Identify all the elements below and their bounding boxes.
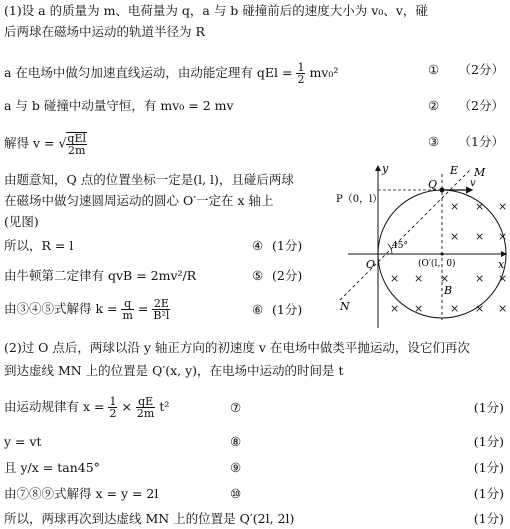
eq7-score: (1分) xyxy=(473,400,504,415)
label-p: P（0，l） xyxy=(336,194,383,205)
part2-intro-line1: (2)过 O 点后，两球以沿 y 轴正方向的初速度 v 在电场中做类平抛运动，设它们再次 xyxy=(4,340,470,355)
eq7-num2: qE xyxy=(136,396,155,408)
eq9-text: 且 y/x = tan45° xyxy=(4,460,100,475)
eq6-fraction1 xyxy=(121,298,133,321)
eq2-mark: ② xyxy=(428,98,440,113)
eq1-mark: ① xyxy=(428,62,440,77)
final-text: 所以，两球再次到达虚线 MN 上的位置是 Q′(2l, 2l) xyxy=(4,511,295,526)
cross: × xyxy=(498,272,508,285)
eq3-mark: ③ xyxy=(428,134,440,149)
cross: × xyxy=(498,302,508,315)
eq6-num1: q xyxy=(121,298,133,310)
eq10-text: 由⑦⑧⑨式解得 x = y = 2l xyxy=(4,486,159,501)
eq1-text: a 在电场中做匀加速直线运动，由动能定理有 qEl = xyxy=(4,65,293,80)
label-angle: 45° xyxy=(392,241,408,251)
eq2-text: a 与 b 碰撞中动量守恒，有 mv₀ = 2 mv xyxy=(4,98,234,113)
eq10-mark: ⑩ xyxy=(230,486,242,501)
eq1-num: 1 xyxy=(297,61,305,74)
eq1-den: 2 xyxy=(297,73,305,86)
part2-intro-line2: 到达虚线 MN 上的位置是 Q′(x, y)，在电场中运动的时间是 t xyxy=(4,363,344,378)
eq7-mark: ⑦ xyxy=(230,400,242,415)
label-e: E xyxy=(450,164,459,177)
eq3-line xyxy=(4,132,87,156)
label-y: y xyxy=(382,162,389,175)
label-x: x xyxy=(498,258,505,271)
q-point xyxy=(440,188,445,193)
figure-diagram xyxy=(330,160,510,330)
o-prime-point xyxy=(441,253,444,256)
label-v: v xyxy=(470,178,476,189)
cross: × xyxy=(440,272,450,285)
label-q: Q xyxy=(428,178,438,191)
cross: × xyxy=(498,230,508,243)
eq2-score: （2分） xyxy=(458,98,504,113)
eq1-tail: mv₀² xyxy=(309,65,339,80)
cross: × xyxy=(414,272,424,285)
eq3-score: （1分） xyxy=(458,134,504,149)
eq6-fraction2 xyxy=(152,298,170,321)
cross: × xyxy=(450,230,460,243)
cross: × xyxy=(390,302,400,315)
eq6-den2: B²l xyxy=(153,309,170,322)
eq3-prefix: 解得 v = √ xyxy=(4,135,67,151)
eq7-den2: 2m xyxy=(136,407,155,420)
eq10-score: (1分) xyxy=(473,486,504,501)
cross: × xyxy=(475,200,485,213)
eq8-score: (1分) xyxy=(473,434,504,449)
part1-intro-line1: (1)设 a 的质量为 m、电荷量为 q，a 与 b 碰撞前后的速度大小为 v₀、v，碰 xyxy=(4,3,428,18)
eq7-num1: 1 xyxy=(109,395,117,408)
eq6-score: (1分) xyxy=(272,302,303,317)
eq6-prefix: 由③④⑤式解得 k = xyxy=(4,301,118,316)
final-score: (1分) xyxy=(473,511,504,526)
para-line2: 在磁场中做匀速圆周运动的圆心 O′一定在 x 轴上 xyxy=(4,193,274,208)
eq6-equals: = xyxy=(137,301,149,316)
label-n: N xyxy=(340,300,350,313)
label-o-prime: (O′(l，0) xyxy=(418,259,456,269)
eq4-score: (1分) xyxy=(272,238,303,253)
eq9-score: (1分) xyxy=(473,460,504,475)
eq9-mark: ⑨ xyxy=(230,460,242,475)
para-line3: (见图) xyxy=(4,214,39,229)
eq8-text: y = vt xyxy=(4,434,42,449)
eq7-fraction2 xyxy=(136,396,155,419)
eq6-mark: ⑥ xyxy=(252,302,264,317)
eq4-text: 所以，R = l xyxy=(4,238,74,253)
part1-intro-line2: 后两球在磁场中运动的轨道半径为 R xyxy=(4,24,205,39)
eq6-den1: m xyxy=(122,309,133,322)
eq6-line xyxy=(4,298,170,321)
cross: × xyxy=(498,200,508,213)
eq7-times: × xyxy=(121,399,132,414)
eq5-score: (2分) xyxy=(272,268,303,283)
cross: × xyxy=(475,302,485,315)
cross: × xyxy=(390,272,400,285)
eq5-mark: ⑤ xyxy=(252,268,264,283)
eq1-fraction xyxy=(296,62,305,85)
cross: × xyxy=(450,200,460,213)
eq1-score: （2分） xyxy=(458,62,504,77)
eq7-prefix: 由运动规律有 x = xyxy=(4,399,105,414)
eq3-num: qEl xyxy=(67,132,87,145)
cross: × xyxy=(475,230,485,243)
eq3-den: 2m xyxy=(68,144,86,157)
cross: × xyxy=(450,302,460,315)
eq3-fraction xyxy=(66,132,87,156)
eq7-line xyxy=(4,396,169,419)
magnetic-field-crosses xyxy=(390,200,507,315)
eq7-fraction1 xyxy=(108,396,117,419)
eq5-text: 由牛顿第二定律有 qvB = 2mv²/R xyxy=(4,268,197,283)
eq8-mark: ⑧ xyxy=(230,434,242,449)
eq4-mark: ④ xyxy=(252,238,264,253)
label-m: M xyxy=(474,166,486,179)
cross: × xyxy=(414,302,424,315)
eq6-num2: 2E xyxy=(153,297,169,310)
label-o: O xyxy=(366,258,376,271)
para-line1: 由题意知，Q 点的位置坐标一定是(l, l)，且碰后两球 xyxy=(4,172,294,187)
eq7-tail: t² xyxy=(159,399,170,414)
eq7-den1: 2 xyxy=(109,407,117,420)
eq1-line xyxy=(4,62,338,85)
label-b: B xyxy=(444,284,453,297)
cross: × xyxy=(475,272,485,285)
